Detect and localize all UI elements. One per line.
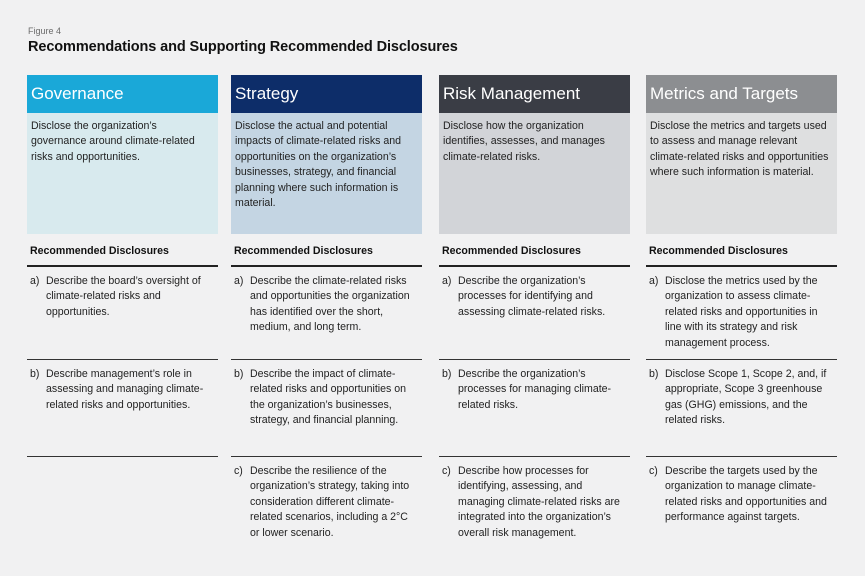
column-header-strategy: Strategy <box>231 75 422 113</box>
item-text <box>46 464 216 567</box>
disclosure-item <box>646 457 837 567</box>
item-letter: b) <box>30 368 40 380</box>
column-description-metrics-and-targets: Disclose the metrics and targets used to assess and manage relevant climate-related risks and opportunities where such information is material. <box>646 113 837 234</box>
disclosure-item <box>439 457 630 567</box>
disclosure-item <box>646 360 837 456</box>
item-letter: c) <box>442 465 451 477</box>
recommended-disclosures-heading: Recommended Disclosures <box>649 245 788 257</box>
item-letter: b) <box>649 368 659 380</box>
item-text: Describe the targets used by the organization to manage climate-related risks and opportunities and performance against targets. <box>665 465 827 524</box>
column-description-strategy: Disclose the actual and potential impacts of climate-related risks and opportunities on the organization’s businesses, strategy, and financial planning where such information is material. <box>231 113 422 234</box>
recommended-disclosures-heading: Recommended Disclosures <box>442 245 581 257</box>
item-text: Describe the impact of climate-related risks and opportunities on the organization’s businesses, strategy, and financial planning. <box>250 368 407 427</box>
item-letter: a) <box>442 275 452 287</box>
item-letter: b) <box>234 368 244 380</box>
disclosure-item <box>231 360 422 456</box>
disclosure-item <box>231 267 422 359</box>
item-text: Describe the board’s oversight of climate-related risks and opportunities. <box>46 275 201 318</box>
item-text: Describe how processes for identifying, assessing, and managing climate-related risks are integrated into the organization’s overall risk management. <box>458 465 620 539</box>
column-description-risk-management: Disclose how the organization identifies, assesses, and manages climate-related risks. <box>439 113 630 234</box>
item-text: Describe the climate-related risks and opportunities the organization has identified over the short, medium, and long term. <box>250 275 410 334</box>
disclosure-item <box>439 267 630 359</box>
column-header-metrics-and-targets: Metrics and Targets <box>646 75 837 113</box>
column-risk-management <box>439 75 630 567</box>
column-header-risk-management: Risk Management <box>439 75 630 113</box>
column-metrics-and-targets <box>646 75 837 567</box>
item-text: Describe the resilience of the organization’s strategy, taking into consideration different climate-related scenarios, including a 2°C or lower scenario. <box>250 465 410 539</box>
item-letter: a) <box>649 275 659 287</box>
disclosure-item-empty <box>27 457 218 567</box>
item-text: Describe management’s role in assessing and managing climate-related risks and opportunities. <box>46 368 204 411</box>
figure-title: Recommendations and Supporting Recommended Disclosures <box>28 39 458 55</box>
disclosure-item <box>646 267 837 359</box>
disclosure-item <box>231 457 422 567</box>
item-letter <box>30 464 46 567</box>
column-header-governance: Governance <box>27 75 218 113</box>
item-letter: c) <box>649 465 658 477</box>
item-letter: a) <box>234 275 244 287</box>
item-text: Disclose the metrics used by the organization to assess climate-related risks and opportunities in line with its strategy and risk management process. <box>665 275 818 349</box>
item-text: Describe the organization’s processes for managing climate-related risks. <box>458 368 612 411</box>
column-governance <box>27 75 218 567</box>
item-text: Describe the organization’s processes for identifying and assessing climate-related risks. <box>458 275 606 318</box>
recommended-disclosures-heading: Recommended Disclosures <box>30 245 169 257</box>
item-text: Disclose Scope 1, Scope 2, and, if appropriate, Scope 3 greenhouse gas (GHG) emissions, and the related risks. <box>665 368 827 427</box>
figure-label: Figure 4 <box>28 26 62 36</box>
column-description-governance: Disclose the organization’s governance around climate-related risks and opportunities. <box>27 113 218 234</box>
disclosure-item <box>27 360 218 456</box>
disclosure-item <box>439 360 630 456</box>
column-strategy <box>231 75 422 567</box>
disclosure-item <box>27 267 218 359</box>
item-letter: c) <box>234 465 243 477</box>
recommended-disclosures-heading: Recommended Disclosures <box>234 245 373 257</box>
item-letter: b) <box>442 368 452 380</box>
item-letter: a) <box>30 275 40 287</box>
